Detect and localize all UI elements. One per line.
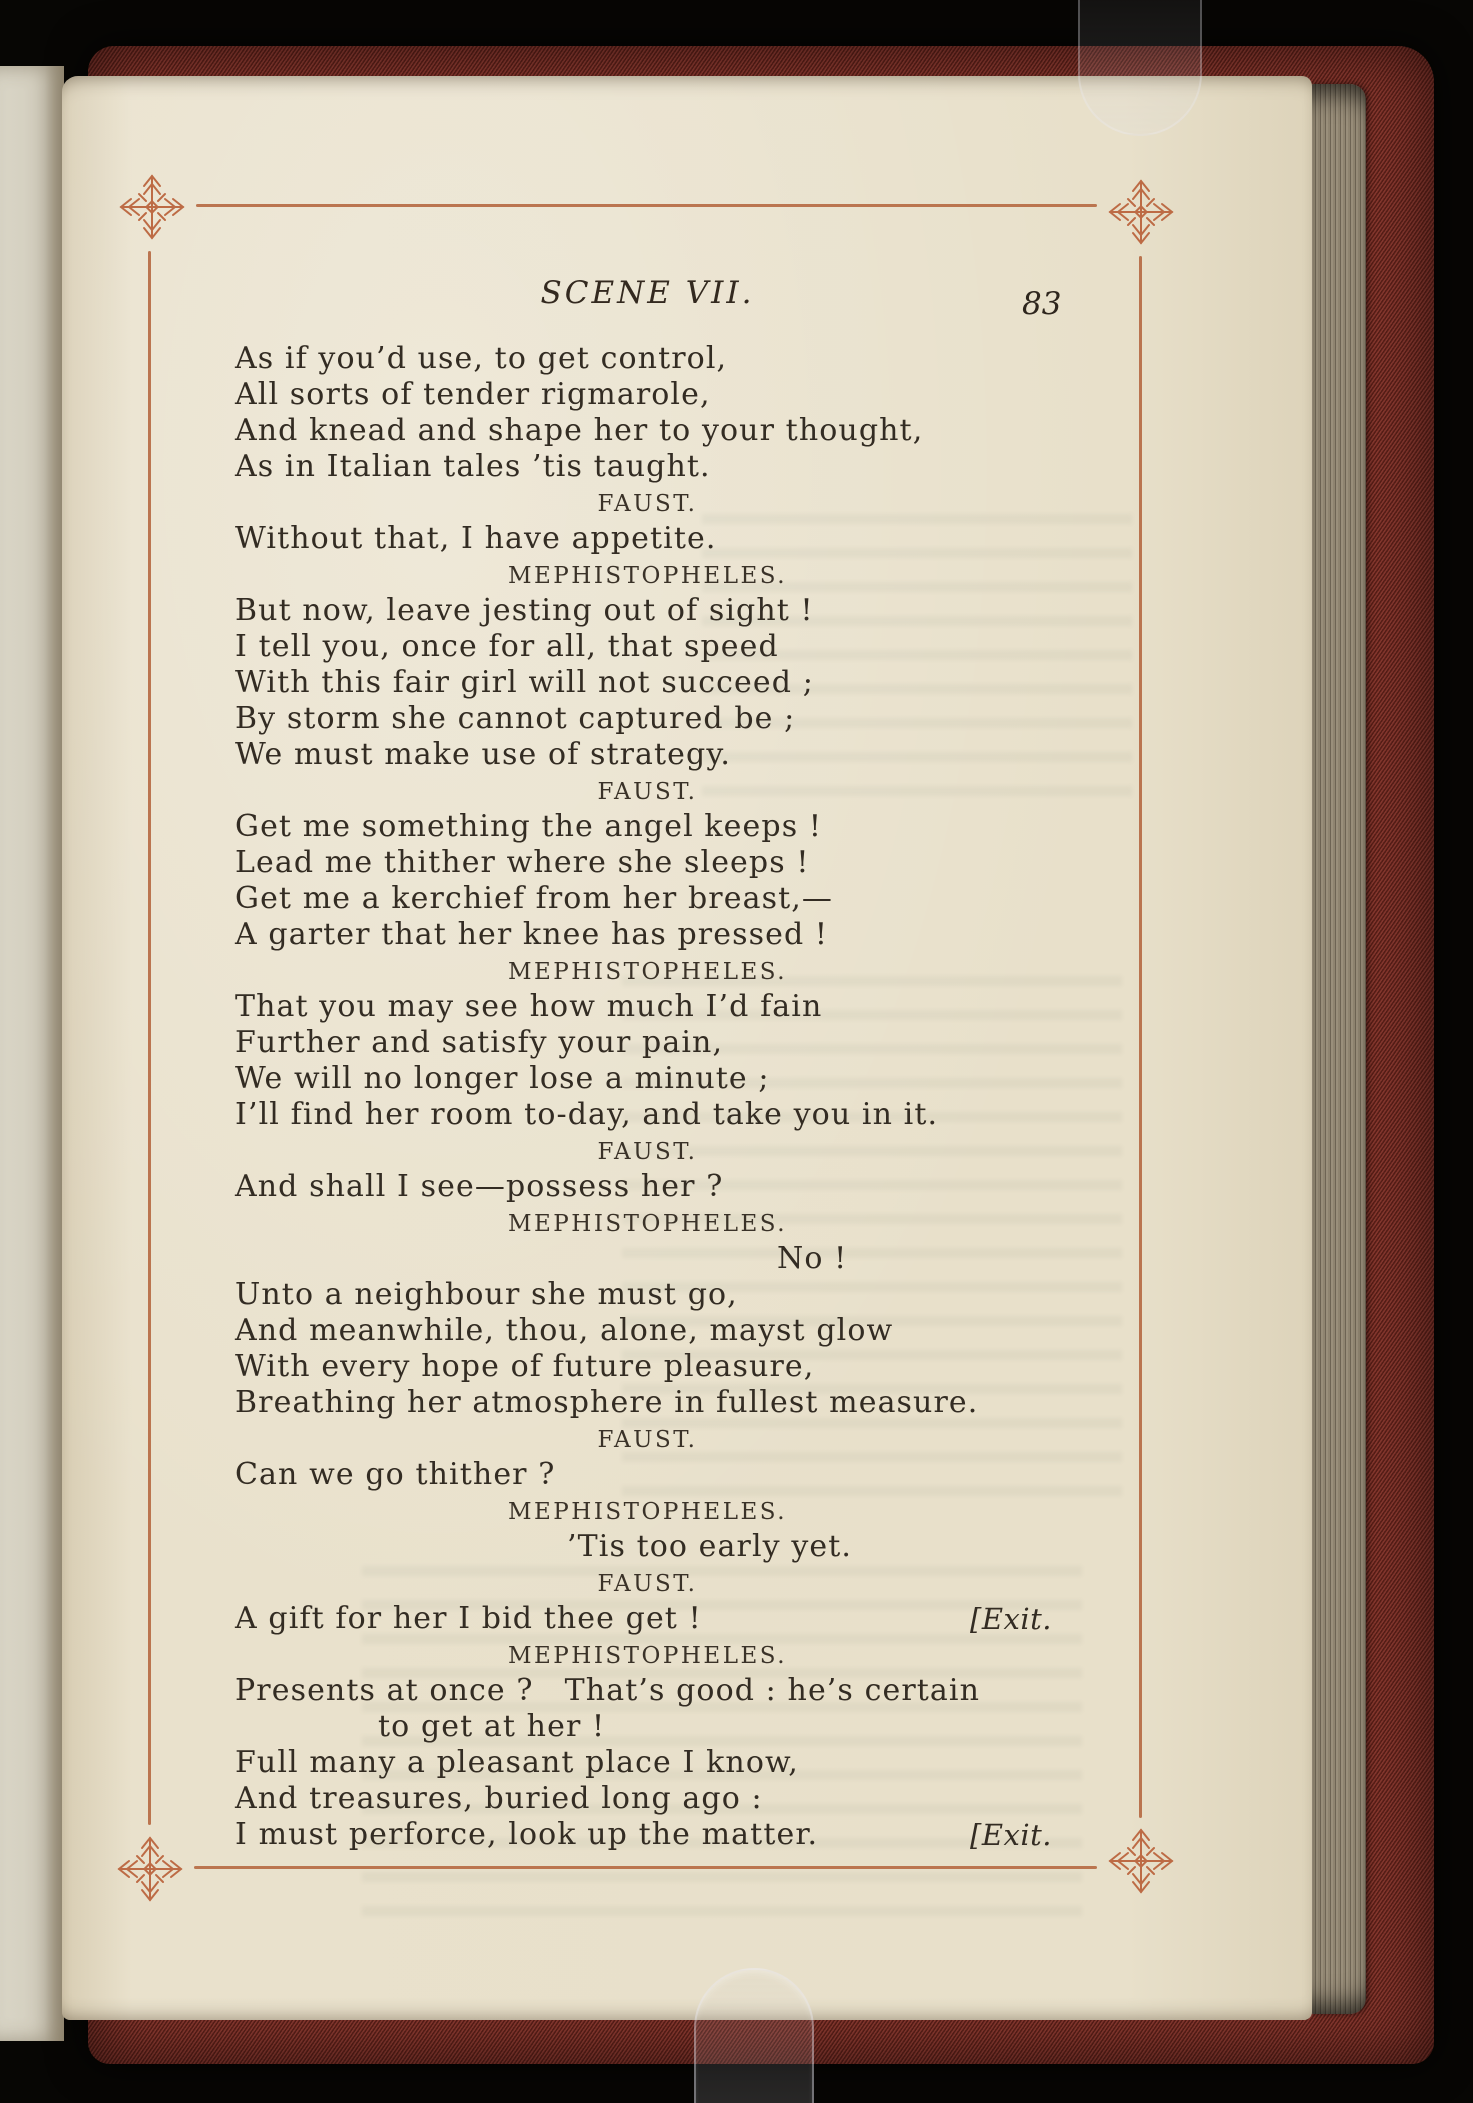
speaker-label: MEPHISTOPHELES. <box>507 1643 788 1669</box>
dialogue-line: With every hope of future pleasure, <box>235 1349 815 1384</box>
dialogue-line: Get me something the angel keeps ! <box>235 809 822 844</box>
dialogue-line: Get me a kerchief from her breast,— <box>235 881 833 916</box>
dialogue-line: Presents at once ? That’s good : he’s certain <box>235 1673 981 1708</box>
dialogue-line: Further and satisfy your pain, <box>235 1025 724 1060</box>
dialogue-line: As if you’d use, to get control, <box>235 341 728 376</box>
cross-fleuron-icon <box>1105 176 1177 248</box>
dialogue-line: As in Italian tales ’tis taught. <box>235 449 711 484</box>
dialogue-line: Without that, I have appetite. <box>235 521 717 556</box>
stage-direction: [Exit. <box>970 1602 1052 1636</box>
dialogue <box>235 341 1060 1853</box>
border-rule-right <box>1139 256 1142 1818</box>
page-stack-fore-edge <box>1308 84 1366 2014</box>
dialogue-line: By storm she cannot captured be ; <box>235 701 796 736</box>
dialogue-line: A garter that her knee has pressed ! <box>235 917 829 952</box>
dialogue-line: We will no longer lose a minute ; <box>235 1061 770 1096</box>
dialogue-line: [Exit. A gift for her I bid thee get ! <box>235 1601 1052 1636</box>
dialogue-line: All sorts of tender rigmarole, <box>235 377 711 412</box>
dialogue-line: Lead me thither where she sleeps ! <box>235 845 810 880</box>
speaker-label: FAUST. <box>597 1139 698 1165</box>
dialogue-line: That you may see how much I’d fain <box>235 989 823 1024</box>
speaker-label: MEPHISTOPHELES. <box>507 563 788 589</box>
page-clamp-top <box>1078 0 1202 136</box>
dialogue-line: [Exit. I must perforce, look up the matter. <box>235 1817 1052 1852</box>
cross-fleuron-icon <box>1105 1825 1177 1897</box>
dialogue-line: to get at her ! <box>378 1709 606 1744</box>
dialogue-line: And shall I see—possess her ? <box>235 1169 724 1204</box>
scene-heading: SCENE VII. <box>540 275 755 311</box>
dialogue-line: And knead and shape her to your thought, <box>235 413 924 448</box>
border-rule-top <box>196 204 1097 207</box>
dialogue-line: No ! <box>777 1241 848 1276</box>
cross-fleuron-icon <box>114 1833 186 1905</box>
page-number: 83 <box>1022 286 1062 322</box>
page-clamp-bottom <box>694 1968 814 2103</box>
dialogue-line: But now, leave jesting out of sight ! <box>235 593 814 628</box>
speaker-label: FAUST. <box>597 491 698 517</box>
dialogue-line: I tell you, once for all, that speed <box>235 629 779 664</box>
stage-direction: [Exit. <box>970 1818 1052 1852</box>
dialogue-line: Unto a neighbour she must go, <box>235 1277 738 1312</box>
dialogue-line: We must make use of strategy. <box>235 737 732 772</box>
dialogue-line: I’ll find her room to-day, and take you in it. <box>235 1097 939 1132</box>
speaker-label: MEPHISTOPHELES. <box>507 1499 788 1525</box>
dialogue-line: And treasures, buried long ago : <box>235 1781 763 1816</box>
speaker-label: FAUST. <box>597 779 698 805</box>
border-rule-left <box>148 251 151 1825</box>
cross-fleuron-icon <box>116 171 188 243</box>
dialogue-line: ’Tis too early yet. <box>567 1529 853 1564</box>
speaker-label: FAUST. <box>597 1427 698 1453</box>
speaker-label: FAUST. <box>597 1571 698 1597</box>
border-rule-bottom <box>194 1866 1097 1869</box>
dialogue-line: Can we go thither ? <box>235 1457 556 1492</box>
facing-page-sliver <box>0 66 64 2041</box>
dialogue-line: Full many a pleasant place I know, <box>235 1745 799 1780</box>
dialogue-line: With this fair girl will not succeed ; <box>235 665 814 700</box>
speaker-label: MEPHISTOPHELES. <box>507 1211 788 1237</box>
dialogue-line: Breathing her atmosphere in fullest measure. <box>235 1385 979 1420</box>
speaker-label: MEPHISTOPHELES. <box>507 959 788 985</box>
dialogue-line: And meanwhile, thou, alone, mayst glow <box>235 1313 894 1348</box>
